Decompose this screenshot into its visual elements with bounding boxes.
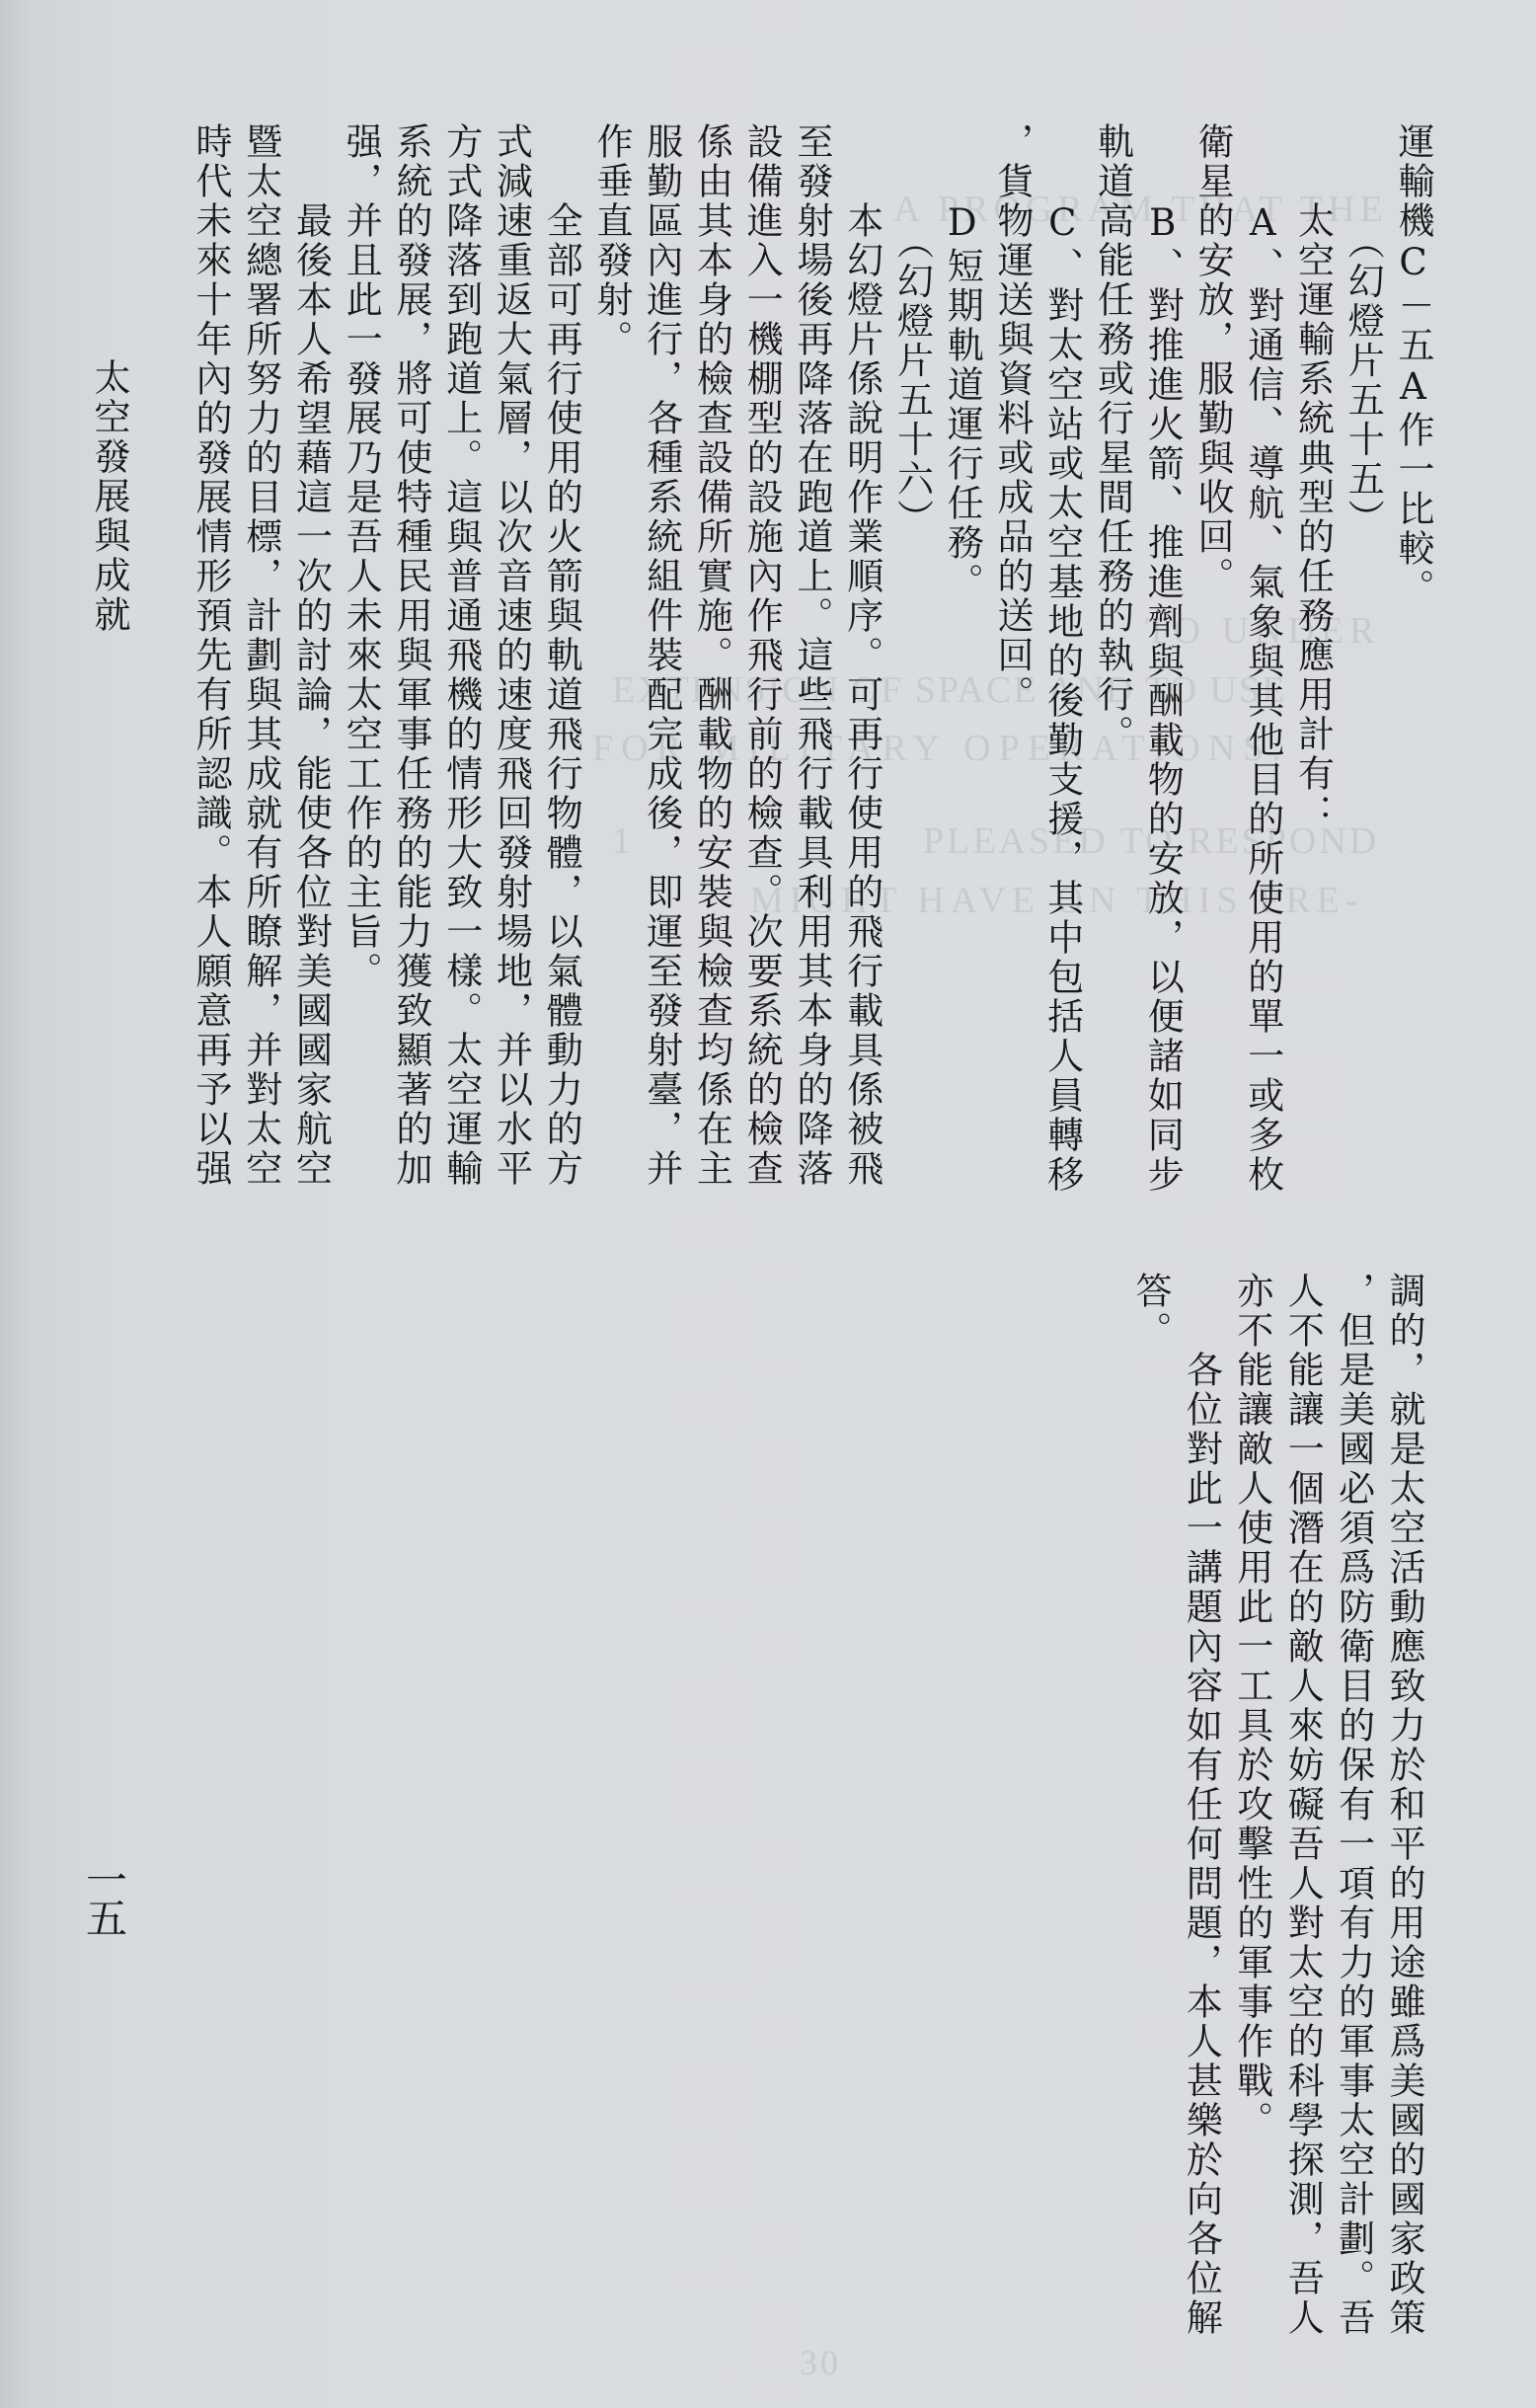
text-column: 最後本人希望藉這一次的討論，能使各位對美國國家航空 [289, 122, 333, 1189]
text-column: 亦不能讓敵人使用此一工具於攻擊性的軍事作戰。 [1230, 1272, 1273, 2140]
text-column: 作垂直發射。 [590, 122, 633, 359]
text-column: 答。 [1128, 1272, 1172, 1351]
text-column: 全部可再行使用的火箭與軌道飛行物體，以氣體動力的方 [540, 122, 583, 1189]
bleed-through-line: MIGHT HAVE ON THIS PRE- [750, 880, 1364, 921]
bleed-through-line: A PROGRAM THAT THE [893, 189, 1388, 230]
text-column: 軌道高能任務或行星間任務的執行。 [1091, 122, 1134, 754]
page-number: 一五 [80, 1858, 128, 1935]
text-column: 暨太空總署所努力的目標，計劃與其成就有所瞭解，并對太空 [239, 122, 282, 1189]
text-column: 本幻燈片係說明作業順序。可再行使用的飛行載具係被飛 [840, 122, 883, 1189]
text-column: 系統的發展，將可使特種民用與軍事任務的能力獲致顯著的加 [390, 122, 432, 1189]
slide-caption-column: （幻燈片五十六） [890, 122, 934, 539]
list-item-d-column: D短期軌道運行任務。 [941, 122, 984, 602]
bleed-through-line: TO UNDER [1145, 610, 1381, 652]
text-column: ，貨物運送與資料或成品的送回。 [991, 122, 1034, 715]
text-column: ，但是美國必須爲防衛目的保有一項有力的軍事太空計劃。吾 [1332, 1272, 1375, 2338]
text-column: 時代未來十年內的發展情形預先有所認識。本人願意再予以强 [190, 122, 232, 1189]
body-text-lower-block [1125, 1272, 1429, 2368]
bleed-through-line: 1 [612, 820, 634, 862]
text-column: 衛星的安放，服勤與收回。 [1191, 122, 1234, 596]
text-column: 人不能讓一個潛在的敵人來妨礙吾人對太空的科學探測，吾人 [1281, 1272, 1325, 2338]
text-column: 至發射場後再降落在跑道上。這些飛行載具利用其本身的降落 [791, 122, 833, 1189]
bleed-through-page-number: 30 [800, 2343, 841, 2382]
bleed-through-line: FOR MILITARY OPERATIONS. [592, 728, 1289, 769]
list-item-a-column: A、對通信、導航、氣象與其他目的所使用的單一或多枚 [1241, 122, 1284, 1195]
text-column: 服勤區內進行，各種系統組件裝配完成後，即運至發射臺，并 [640, 122, 683, 1189]
text-column: 各位對此一講題內容如有任何問題，本人甚樂於向各位解 [1180, 1272, 1223, 2338]
slide-caption-column: （幻燈片五十五） [1342, 122, 1385, 539]
text-column: 係由其本身的檢查設備所實施。酬載物的安裝與檢查均係在主 [690, 122, 733, 1189]
text-column: 强，并且此一發展乃是吾人未來太空工作的主旨。 [340, 122, 383, 991]
text-column: 式減速重返大氣層，以次音速的速度飛回發射場地，并以水平 [490, 122, 533, 1189]
text-column: 調的，就是太空活動應致力於和平的用途雖爲美國的國家政策 [1383, 1272, 1425, 2338]
bleed-through-line: PLEASED TO RESPOND [923, 820, 1380, 862]
text-column: 太空運輸系統典型的任務應用計有： [1291, 122, 1335, 833]
text-column: 運輸機C－五A作一比較。 [1392, 122, 1434, 608]
text-column: 設備進入一機棚型的設施內作飛行前的檢查。次要系統的檢查 [740, 122, 784, 1189]
running-header: 太空發展與成就 [88, 358, 130, 635]
text-column: 方式降落到跑道上。這與普通飛機的情形大致一樣。太空運輸 [439, 122, 483, 1189]
body-text-upper-block [185, 122, 1437, 1218]
list-item-b-column: B、對推進火箭、推進劑與酬載物的安放，以便諸如同步 [1141, 122, 1185, 1195]
list-item-c-column: C、對太空站或太空基地的後勤支援，其中包括人員轉移 [1040, 122, 1084, 1195]
bleed-through-line: EXTENSION OF SPACE AND TO USE [612, 669, 1287, 711]
